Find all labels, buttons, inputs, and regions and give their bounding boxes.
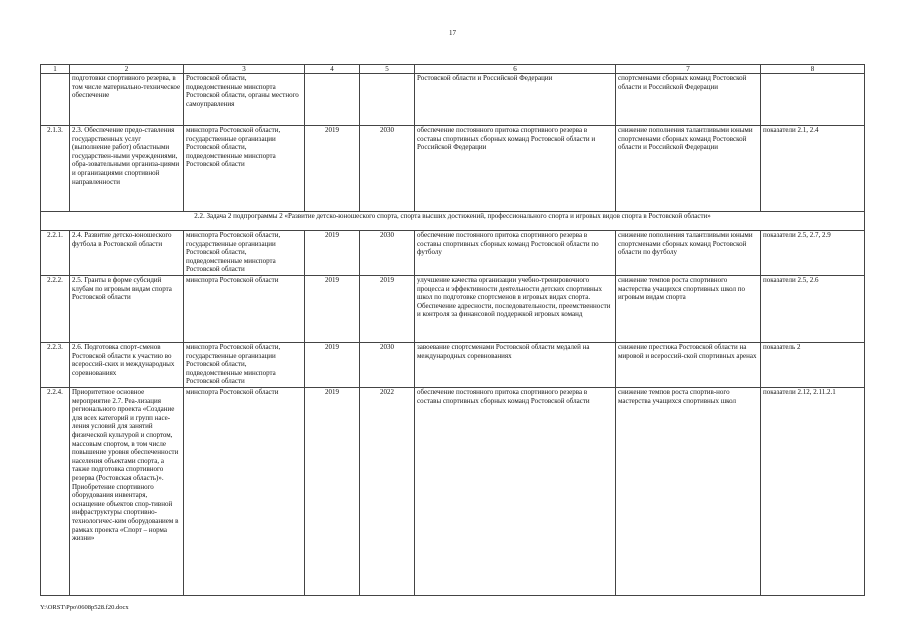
related-indicators: показатели 2.5, 2.6: [761, 276, 865, 343]
expected-result: обеспечение постоянного притока спортивного резерва в составы спортивных сборных команд Ростовской области: [415, 388, 616, 596]
related-indicators: показатели 2.1, 2.4: [761, 126, 865, 212]
responsible-executor: минспорта Ростовской области, государственные организации Ростовской области, подведомственные минспорта Ростовской области: [184, 126, 305, 212]
non-implementation-consequences: снижение темпов роста спортивного мастерства учащихся спортивных школ по игровым видам спорта: [616, 276, 761, 343]
responsible-executor: минспорта Ростовской области: [184, 276, 305, 343]
start-year: [305, 74, 360, 126]
start-year: 2019: [305, 231, 360, 276]
header-cell-8: 8: [761, 65, 865, 74]
measure-name: 2.5. Гранты в форме субсидий клубам по игровым видам спорта Ростовской области: [70, 276, 184, 343]
non-implementation-consequences: снижение темпов роста спортив-ного мастерства учащихся спортивных школ: [616, 388, 761, 596]
row-number: 2.2.4.: [41, 388, 70, 596]
file-path-footer: Y:\ORST\Ppo\0608p528.f20.docx: [40, 604, 129, 611]
start-year: 2019: [305, 388, 360, 596]
non-implementation-consequences: спортсменами сборных команд Ростовской области и Российской Федерации: [616, 74, 761, 126]
program-table: [40, 64, 865, 596]
page-number: 17: [449, 29, 456, 37]
header-cell-4: 4: [305, 65, 360, 74]
related-indicators: показатели 2.5, 2.7, 2.9: [761, 231, 865, 276]
row-number: 2.2.1.: [41, 231, 70, 276]
measure-name: 2.6. Подготовка спорт-сменов Ростовской области к участию во всероссий-ских и международных соревнованиях: [70, 343, 184, 388]
row-number: 2.1.3.: [41, 126, 70, 212]
table-row: [41, 231, 865, 276]
non-implementation-consequences: снижение пополнения талантливыми юными спортсменами сборных команд Ростовской области и Российской Федерации: [616, 126, 761, 212]
related-indicators: [761, 74, 865, 126]
expected-result: завоевание спортсменами Ростовской области медалей на международных соревнованиях: [415, 343, 616, 388]
measure-name: Приоритетное основное мероприятие 2.7. Реа-лизация регионального проекта «Создание для всех категорий и групп насе-ления условий для занятий физической культурой и спортом, массовым спортом, в том числе повышение уровня обеспеченности населения объектами спорта, а также подготовка спортивного резерва (Ростовская область)». Приобретение спортивного оборудования инвентаря, оснащение объектов спор-тивной инфраструктуры спортивно-технологичес-ким оборудованием в рамках проекта «Спорт – норма жизни»: [70, 388, 184, 596]
responsible-executor: минспорта Ростовской области, государственные организации Ростовской области, подведомственные минспорта Ростовской области: [184, 343, 305, 388]
header-cell-2: 2: [70, 65, 184, 74]
start-year: 2019: [305, 276, 360, 343]
responsible-executor: Ростовской области, подведомственные минспорта Ростовской области, органы местного самоуправления: [184, 74, 305, 126]
expected-result: Ростовской области и Российской Федерации: [415, 74, 616, 126]
expected-result: улучшение качества организации учебно-тренировочного процесса и эффективности деятельности детских спортивных школ по подготовке спортсменов в игровых видах спорта. Обеспечение адресности, последовательности, преемственности и контроля за финансовой поддержкой игровых команд: [415, 276, 616, 343]
end-year: 2030: [360, 126, 415, 212]
header-cell-1: 1: [41, 65, 70, 74]
start-year: 2019: [305, 126, 360, 212]
end-year: 2030: [360, 231, 415, 276]
measure-name: подготовки спортивного резерва, в том числе материально-техническое обеспечение: [70, 74, 184, 126]
end-year: [360, 74, 415, 126]
non-implementation-consequences: снижение престижа Ростовской области на мировой и всероссий-ской спортивных аренах: [616, 343, 761, 388]
related-indicators: показатели 2.12, 2.11.2.1: [761, 388, 865, 596]
expected-result: обеспечение постоянного притока спортивного резерва в составы спортивных сборных команд Ростовской области и Российской Федерации: [415, 126, 616, 212]
responsible-executor: минспорта Ростовской области, государственные организации Ростовской области, подведомственные минспорта Ростовской области: [184, 231, 305, 276]
expected-result: обеспечение постоянного притока спортивного резерва в составы спортивных сборных команд Ростовской области по футболу: [415, 231, 616, 276]
non-implementation-consequences: снижение пополнения талантливыми юными спортсменами сборных команд Ростовской области по футболу: [616, 231, 761, 276]
row-number: 2.2.2.: [41, 276, 70, 343]
row-number: 2.2.3.: [41, 343, 70, 388]
table-row: [41, 388, 865, 596]
header-cell-6: 6: [415, 65, 616, 74]
end-year: 2030: [360, 343, 415, 388]
responsible-executor: минспорта Ростовской области: [184, 388, 305, 596]
end-year: 2022: [360, 388, 415, 596]
measure-name: 2.3. Обеспечение предо-ставления государственных услуг (выполнение работ) областными государствен-ными учреждениями, обра-зовательными организа-циями и организациями спортивной направленности: [70, 126, 184, 212]
header-cell-7: 7: [616, 65, 761, 74]
table-row: [41, 343, 865, 388]
section-heading: 2.2. Задача 2 подпрограммы 2 «Развитие детско-юношеского спорта, спорта высших достижений, профессионального спорта и игровых видов спорта в Ростовской области»: [41, 212, 865, 231]
header-row: [41, 65, 865, 74]
related-indicators: показатель 2: [761, 343, 865, 388]
table-row: [41, 126, 865, 212]
section-row: [41, 212, 865, 231]
measure-name: 2.4. Развитие детско-юношеского футбола в Ростовской области: [70, 231, 184, 276]
start-year: 2019: [305, 343, 360, 388]
end-year: 2019: [360, 276, 415, 343]
header-cell-3: 3: [184, 65, 305, 74]
row-number: [41, 74, 70, 126]
table-row: [41, 276, 865, 343]
table-row: [41, 74, 865, 126]
header-cell-5: 5: [360, 65, 415, 74]
